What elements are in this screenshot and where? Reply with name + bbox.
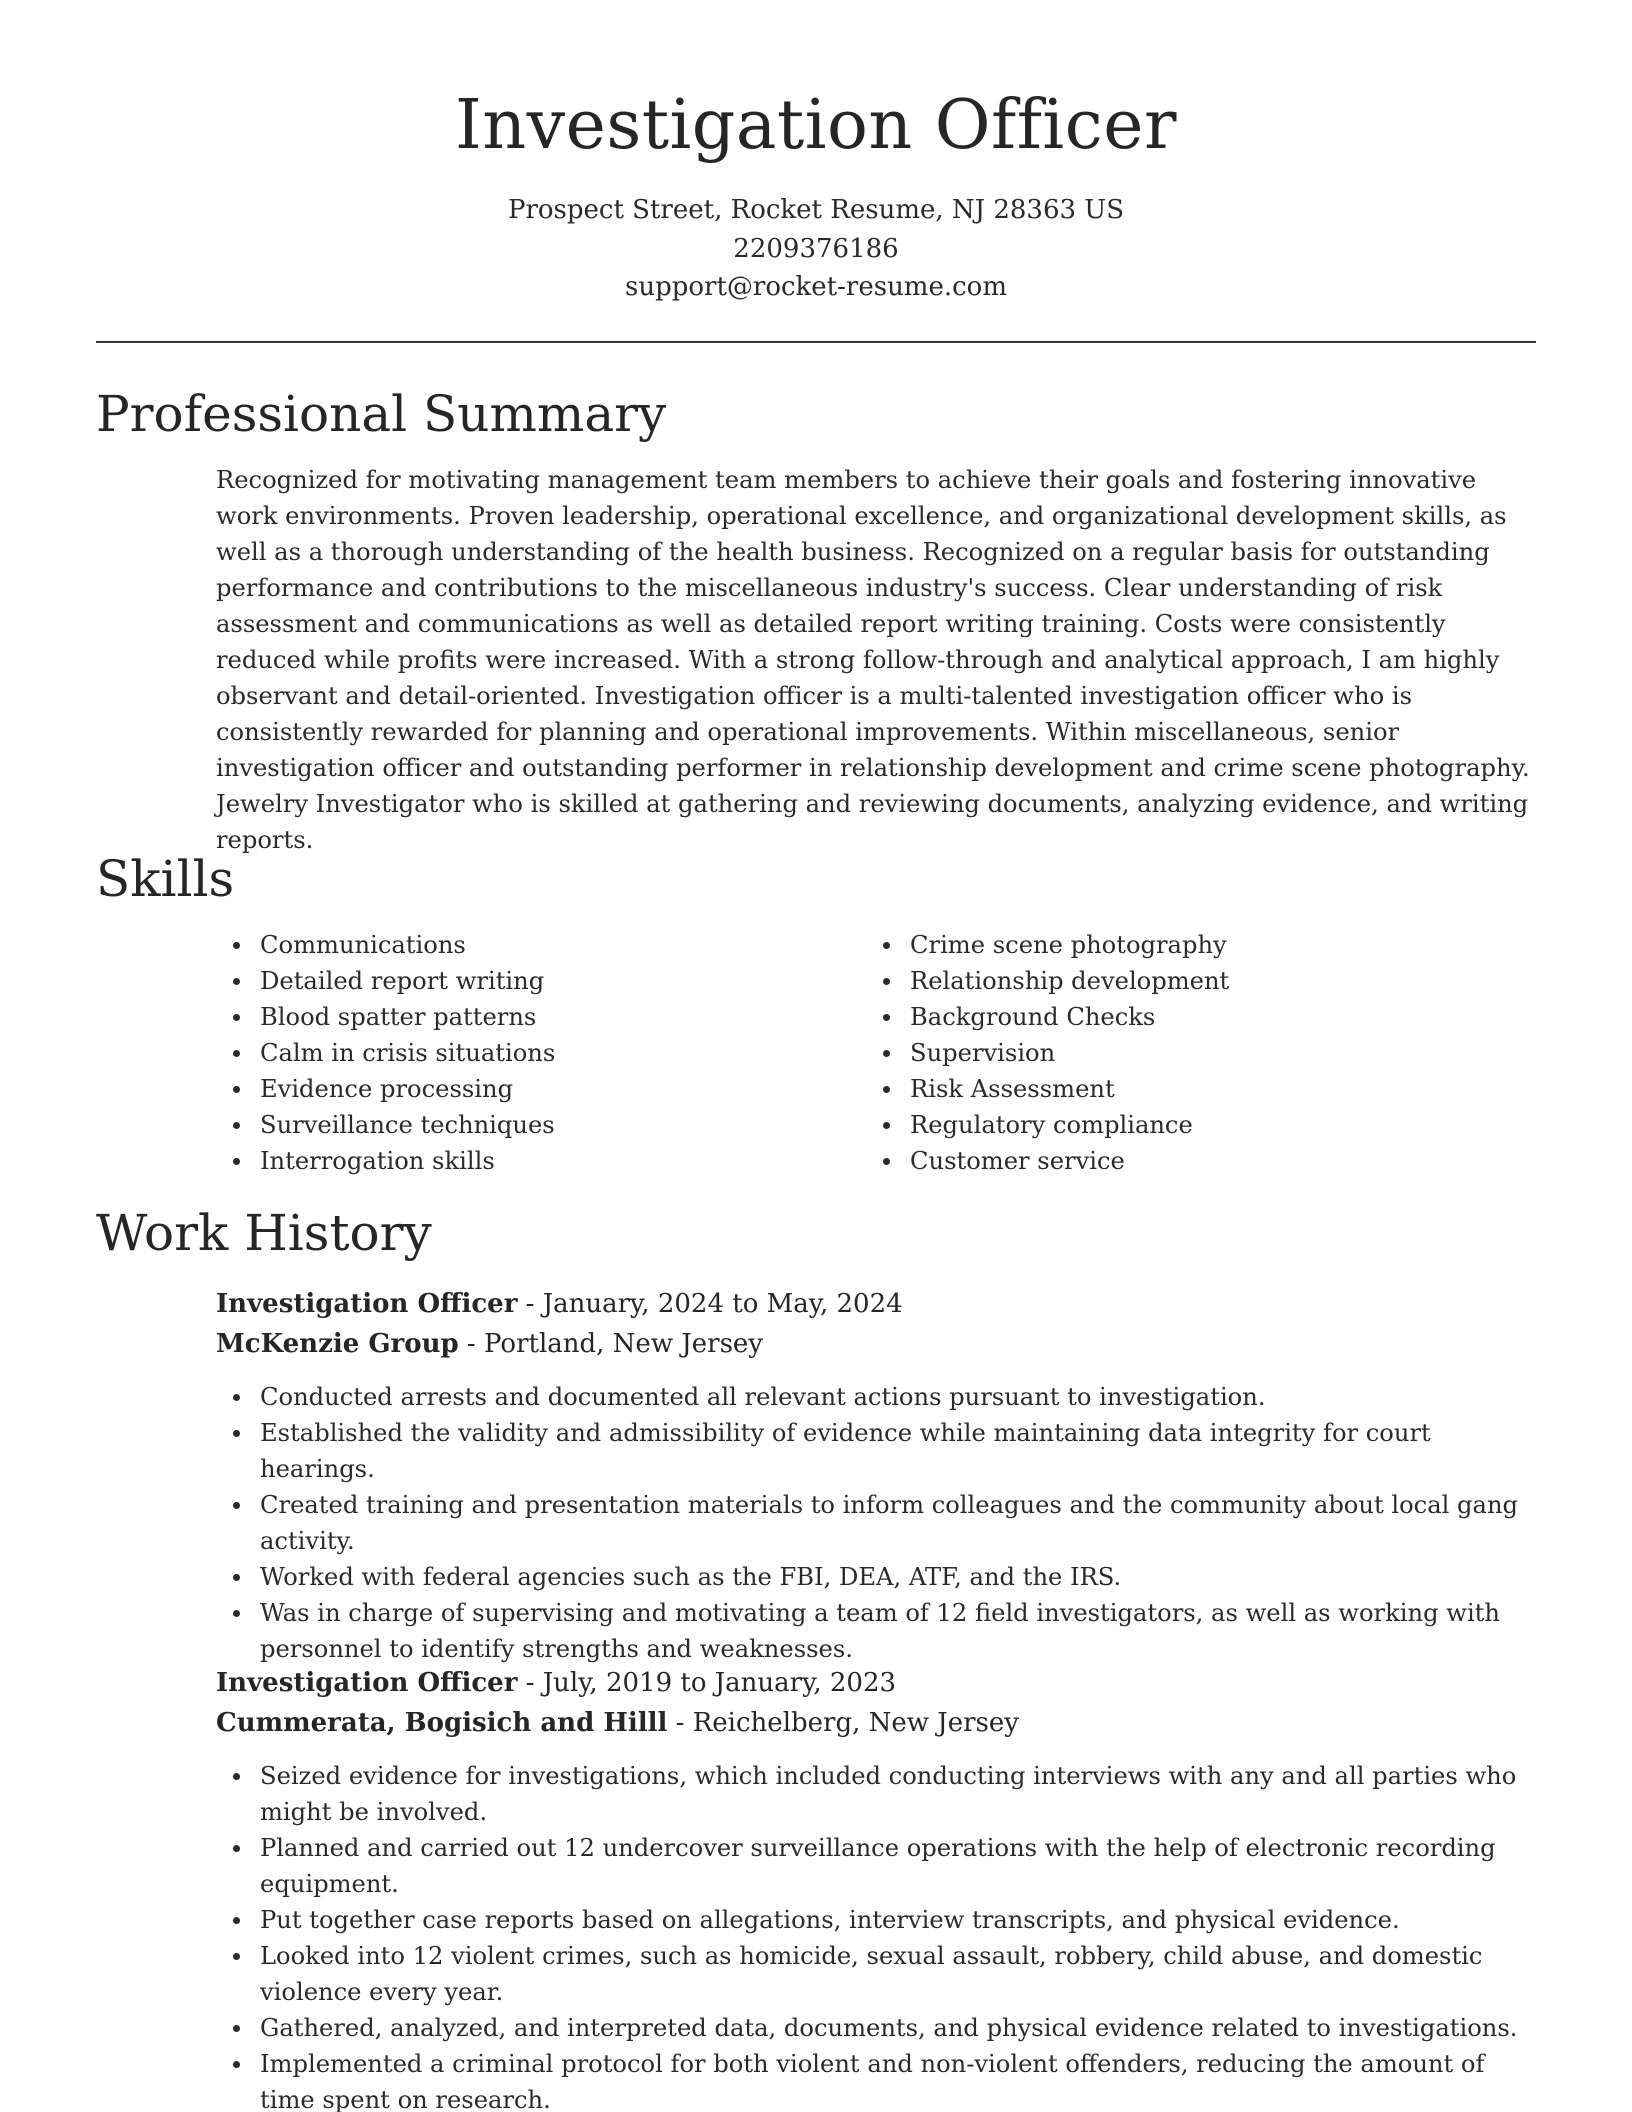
contact-email: support@rocket-resume.com — [624, 272, 1007, 302]
skill-item: Communications — [216, 927, 816, 963]
summary-text: Recognized for motivating management team members to achieve their goals and fostering innovative work environments. Proven leadership, operational excellence, and organizational development skills, as well as a thorough understanding of the health business. Recognized on a regular basis for outstanding performance and contributions to the miscellaneous industry's success. Clear understanding of risk assessment and communications as well as detailed report writing training. Costs were consistently reduced while profits were increased. With a strong follow-through and analytical approach, I am highly observant and detail-oriented. Investigation officer is a multi-talented investigation officer who is consistently rewarded for planning and operational improvements. Within miscellaneous, senior investigation officer and outstanding performer in relationship development and crime scene photography. Jewelry Investigator who is skilled at gathering and reviewing documents, analyzing evidence, and writing reports. — [216, 466, 1530, 854]
job-dates: - January, 2024 to May, 2024 — [517, 1289, 903, 1319]
skill-item: Customer service — [866, 1143, 1506, 1179]
skill-item: Detailed report writing — [216, 963, 816, 999]
contact-phone: 2209376186 — [733, 234, 899, 264]
contact-address: Prospect Street, Rocket Resume, NJ 28363 US — [507, 195, 1125, 225]
skill-item: Evidence processing — [216, 1071, 816, 1107]
job-bullet: Put together case reports based on allegations, interview transcripts, and physical evidence. — [216, 1902, 1544, 1938]
candidate-name: Investigation Officer — [455, 86, 1177, 165]
skill-item: Background Checks — [866, 999, 1506, 1035]
job-bullet: Established the validity and admissibility of evidence while maintaining data integrity for court hearings. — [216, 1415, 1544, 1487]
job-bullets — [216, 1379, 1544, 1667]
job-title-line — [216, 1663, 896, 1703]
skills-heading: Skills — [96, 850, 235, 908]
job-title-line — [216, 1284, 903, 1324]
job-location: - Portland, New Jersey — [458, 1329, 763, 1359]
job-bullet: Was in charge of supervising and motivating a team of 12 field investigators, as well as working with personnel to identify strengths and weaknesses. — [216, 1595, 1544, 1667]
job-role: Investigation Officer — [216, 1289, 518, 1319]
job-location: - Reichelberg, New Jersey — [667, 1708, 1019, 1738]
job-company-line — [216, 1324, 763, 1364]
job-role: Investigation Officer — [216, 1668, 518, 1698]
work-history-heading: Work History — [96, 1204, 432, 1262]
skill-item: Regulatory compliance — [866, 1107, 1506, 1143]
skill-item: Supervision — [866, 1035, 1506, 1071]
skill-item: Calm in crisis situations — [216, 1035, 816, 1071]
skill-item: Relationship development — [866, 963, 1506, 999]
skills-list-right — [866, 927, 1506, 1179]
skills-list-left — [216, 927, 816, 1179]
header-divider — [96, 341, 1536, 343]
job-company: McKenzie Group — [216, 1329, 459, 1359]
job-bullet: Looked into 12 violent crimes, such as homicide, sexual assault, robbery, child abuse, and domestic violence every year. — [216, 1938, 1544, 2010]
job-company-line — [216, 1703, 1019, 1743]
job-dates: - July, 2019 to January, 2023 — [517, 1668, 897, 1698]
job-bullet: Created training and presentation materials to inform colleagues and the community about local gang activity. — [216, 1487, 1544, 1559]
job-bullet: Conducted arrests and documented all relevant actions pursuant to investigation. — [216, 1379, 1544, 1415]
skill-item: Blood spatter patterns — [216, 999, 816, 1035]
skill-item: Surveillance techniques — [216, 1107, 816, 1143]
job-bullets — [216, 1758, 1544, 2112]
job-bullet: Seized evidence for investigations, which included conducting interviews with any and all parties who might be involved. — [216, 1758, 1544, 1830]
skill-item: Crime scene photography — [866, 927, 1506, 963]
job-bullet: Implemented a criminal protocol for both violent and non-violent offenders, reducing the amount of time spent on research. — [216, 2046, 1544, 2112]
job-bullet: Gathered, analyzed, and interpreted data, documents, and physical evidence related to investigations. — [216, 2010, 1544, 2046]
job-company: Cummerata, Bogisich and Hilll — [216, 1708, 668, 1738]
job-bullet: Worked with federal agencies such as the FBI, DEA, ATF, and the IRS. — [216, 1559, 1544, 1595]
summary-heading: Professional Summary — [96, 385, 667, 443]
job-bullet: Planned and carried out 12 undercover surveillance operations with the help of electronic recording equipment. — [216, 1830, 1544, 1902]
skill-item: Risk Assessment — [866, 1071, 1506, 1107]
skill-item: Interrogation skills — [216, 1143, 816, 1179]
